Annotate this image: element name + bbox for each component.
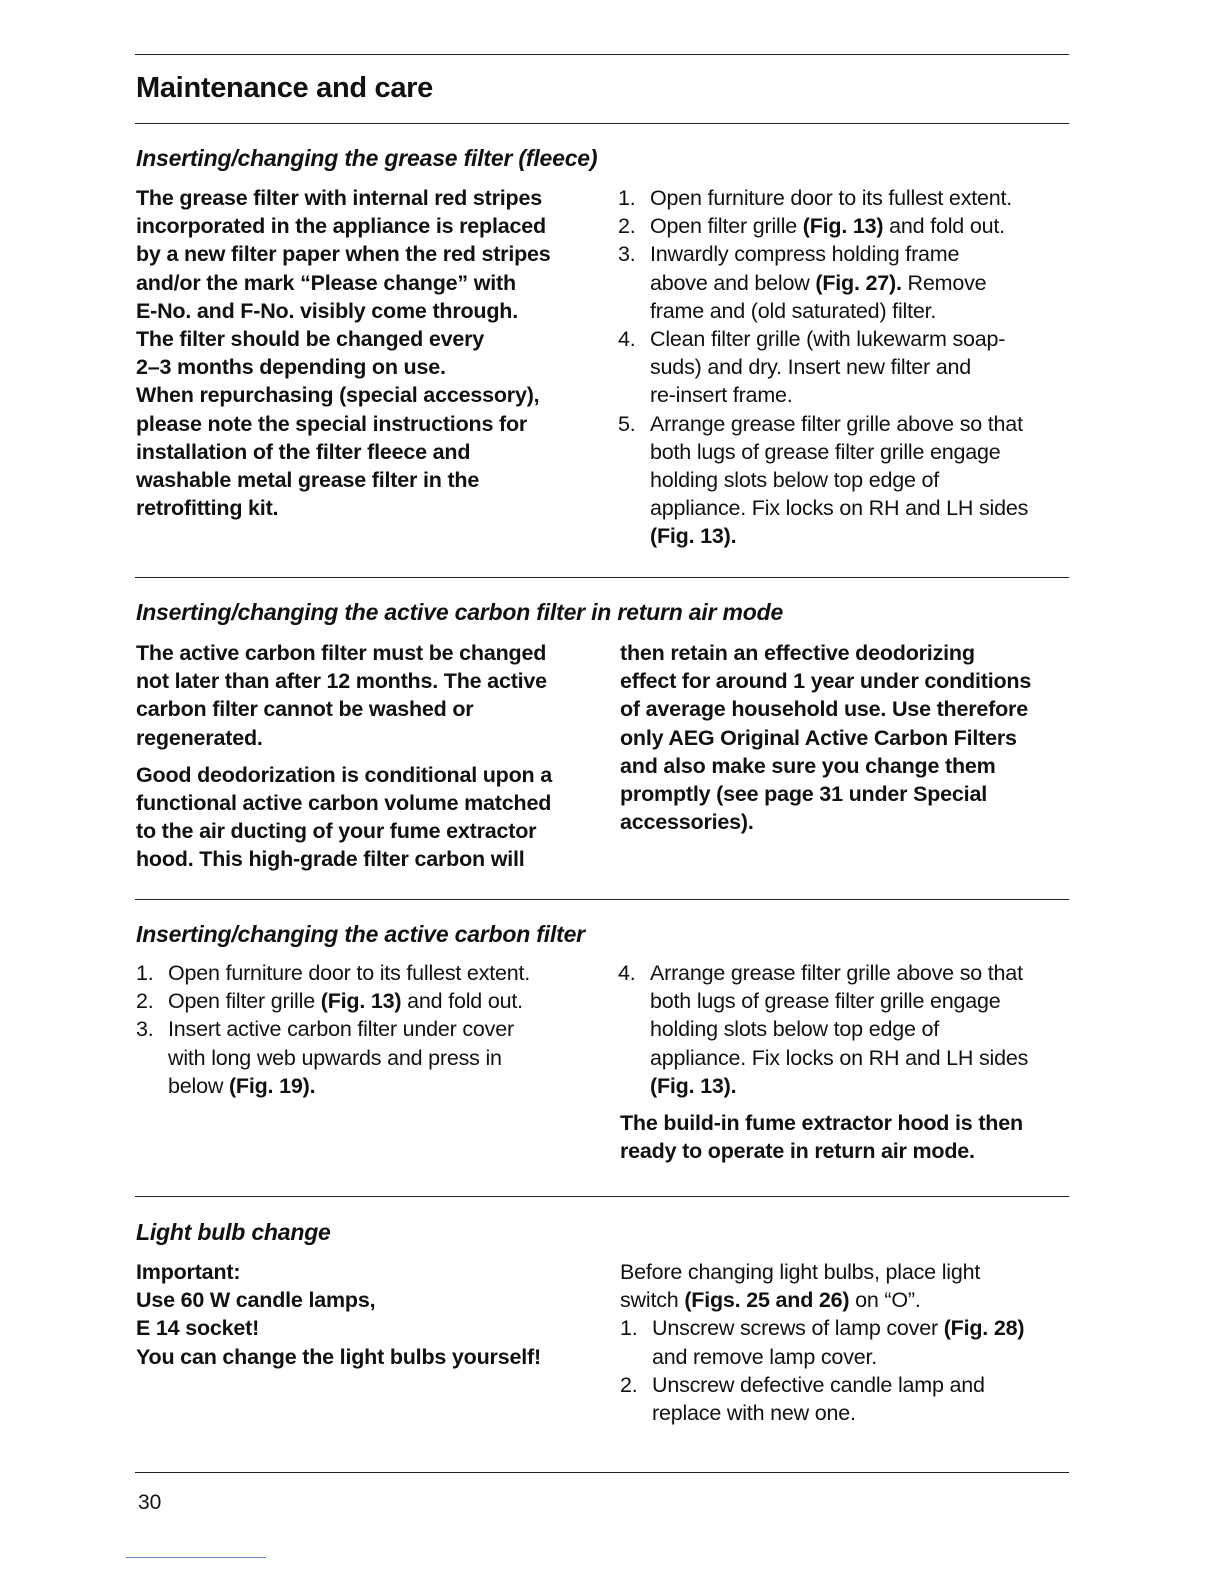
text-line: installation of the filter fleece and — [136, 439, 471, 464]
light-bulb-instructions: Before changing light bulbs, place light switch (Figs. 25 and 26) on “O”. 1. Unscrew screws of lamp cover (Fig. 28) and remove lamp cover. 2. Unscrew defective candle lamp and replace with new one. — [620, 1258, 1080, 1427]
carbon-filter-steps-left — [136, 959, 606, 1100]
figure-reference: (Fig. 28) — [943, 1316, 1025, 1341]
text-line: E-No. and F-No. visibly come through. — [136, 298, 519, 323]
figure-reference: (Fig. 19). — [228, 1073, 316, 1098]
text-line: by a new filter paper when the red stripes — [136, 242, 551, 267]
list-item: 4. Arrange grease filter grille above so that both lugs of grease filter grille engage holding slots below top edge of appliance. Fix locks on RH and LH sides (Fig. 13). — [618, 961, 1029, 1098]
section-heading-carbon-filter: Inserting/changing the active carbon filter — [136, 921, 585, 947]
carbon-return-left-text: The active carbon filter must be changed not later than after 12 months. The active carbon filter cannot be washed or regenerated. Good deodorization is conditional upon a functional active carbon volume matched to the air ducting of your fume extractor hood. This high-grade filter carbon will — [136, 641, 553, 872]
section-heading-carbon-return-air: Inserting/changing the active carbon filter in return air mode — [136, 599, 784, 625]
list-item: 1. Open furniture door to its fullest extent. — [136, 961, 531, 985]
figure-reference: (Fig. 27). — [815, 270, 902, 295]
list-item: 3. Insert active carbon filter under cover with long web upwards and press in below (Fig. 19). — [136, 1017, 514, 1098]
carbon-filter-closing-note: The build-in fume extractor hood is then ready to operate in return air mode. — [620, 1111, 1023, 1164]
list-item: 2. Open filter grille (Fig. 13) and fold out. — [618, 214, 1005, 239]
light-bulb-important-note: Important: Use 60 W candle lamps, E 14 socket! You can change the light bulbs yourself! — [136, 1260, 541, 1369]
text-line: incorporated in the appliance is replaced — [136, 214, 546, 239]
figure-reference: (Fig. 13) — [802, 214, 884, 239]
list-item: 1. Unscrew screws of lamp cover (Fig. 28) and remove lamp cover. — [620, 1316, 1025, 1369]
divider — [135, 577, 1069, 578]
figure-reference: (Fig. 13). — [650, 1073, 737, 1098]
text-line: and/or the mark “Please change” with — [136, 270, 516, 295]
page-title: Maintenance and care — [136, 72, 433, 104]
grease-filter-steps — [618, 184, 1078, 551]
text-line: The filter should be changed every — [136, 327, 485, 352]
list-item: 3. Inwardly compress holding frame above and below (Fig. 27). Remove frame and (old saturated) filter. — [618, 242, 987, 323]
figure-reference: (Fig. 13). — [650, 524, 737, 549]
list-item: 2. Open filter grille (Fig. 13) and fold out. — [136, 989, 523, 1014]
list-item: 2. Unscrew defective candle lamp and replace with new one. — [620, 1372, 985, 1426]
divider — [135, 1196, 1069, 1197]
grease-filter-description — [136, 184, 606, 522]
footer-mark — [126, 1557, 266, 1558]
text-line: washable metal grease filter in the — [136, 468, 480, 493]
page-number: 30 — [138, 1491, 162, 1514]
text-line: please note the special instructions for — [136, 411, 528, 436]
divider — [135, 899, 1069, 900]
list-item: 5. Arrange grease filter grille above so that both lugs of grease filter grille engage holding slots below top edge of appliance. Fix locks on RH and LH sides (Fig. 13). — [618, 411, 1029, 549]
light-bulb-steps — [620, 1314, 1080, 1427]
figure-reference: (Figs. 25 and 26) — [684, 1288, 850, 1313]
text-line: The grease filter with internal red stripes — [136, 186, 542, 210]
figure-reference: (Fig. 13) — [320, 989, 402, 1014]
text-line: 2–3 months depending on use. — [136, 355, 446, 380]
section-heading-light-bulb: Light bulb change — [136, 1219, 331, 1245]
section-heading-grease-filter: Inserting/changing the grease filter (fleece) — [136, 145, 598, 171]
carbon-return-right-text: then retain an effective deodorizing effect for around 1 year under conditions of average household use. Use therefore only AEG Original Active Carbon Filters and also make sure you change them promptly (see page 31 under Special accessories). — [620, 641, 1032, 835]
list-item: 1. Open furniture door to its fullest extent. — [618, 186, 1013, 210]
divider — [135, 123, 1069, 124]
text-line: When repurchasing (special accessory), — [136, 383, 540, 408]
divider — [135, 1472, 1069, 1473]
divider — [135, 54, 1069, 55]
list-item: 4. Clean filter grille (with lukewarm soap- suds) and dry. Insert new filter and re-insert frame. — [618, 327, 1006, 408]
carbon-filter-steps-right — [618, 959, 1078, 1100]
text-line: retrofitting kit. — [136, 496, 279, 521]
